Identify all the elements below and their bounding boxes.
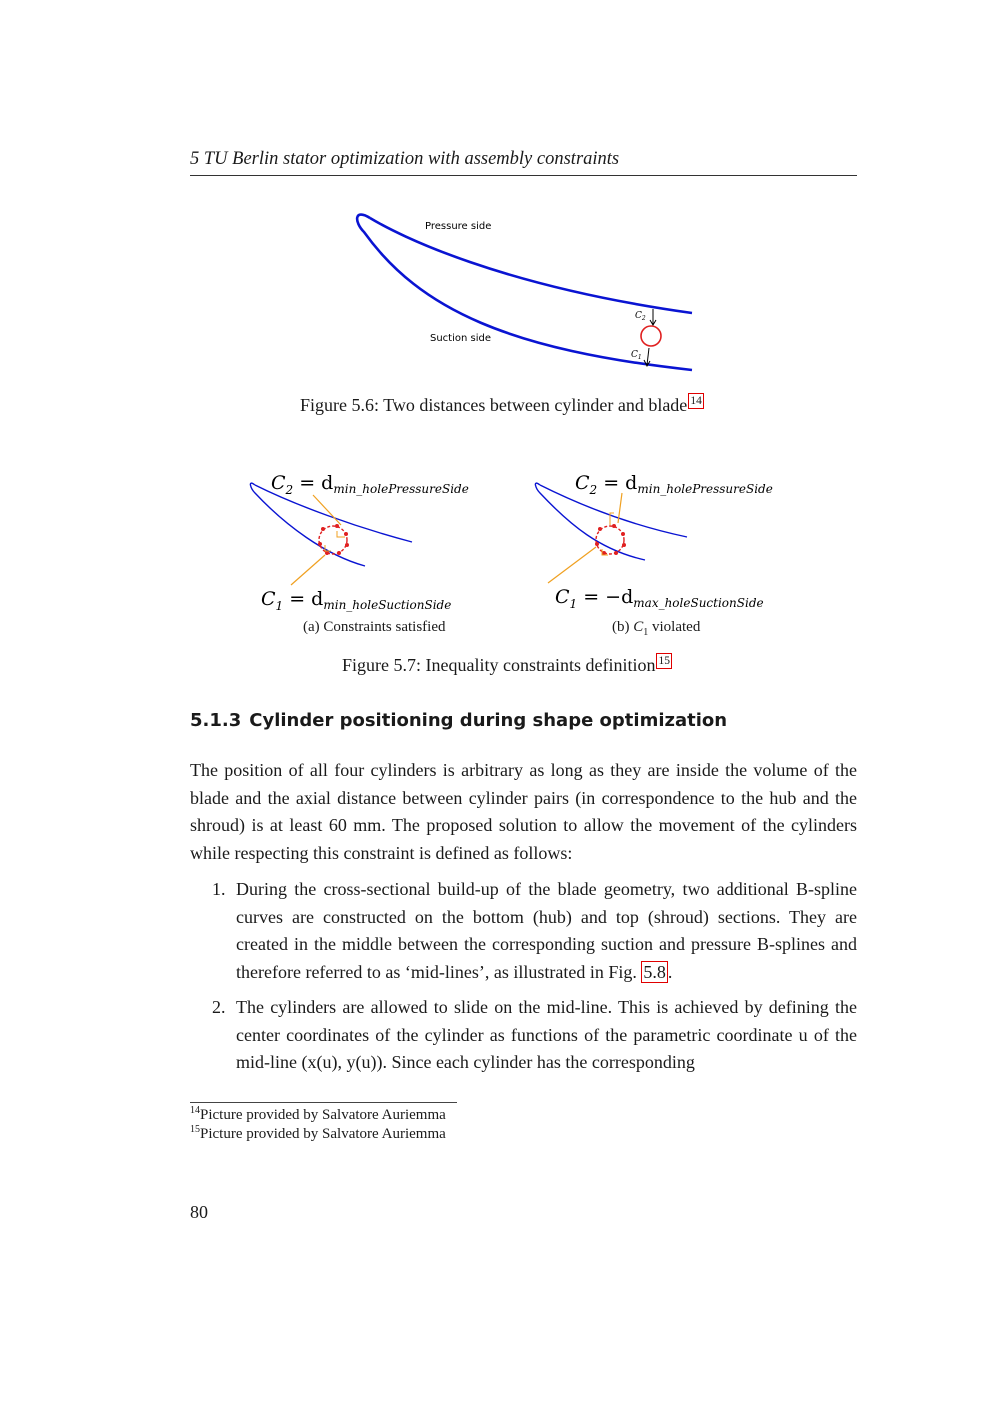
figure-5-7a-diagram — [245, 465, 515, 615]
figure-5-6-caption: Figure 5.6: Two distances between cylinder and blade 14 — [300, 395, 702, 415]
pressure-side-label: Pressure side — [425, 221, 492, 232]
footnote-rule — [190, 1102, 457, 1103]
figure-5-7b-caption: (b) $C_1$ violated — [612, 619, 701, 638]
header-rule — [190, 175, 857, 176]
figure-5-7b-diagram — [530, 465, 820, 615]
c1-pointer-arrow — [548, 547, 596, 583]
section-title: Cylinder positioning during shape optimization — [249, 710, 728, 731]
c2-label: $C_2$ — [635, 311, 646, 322]
c2-equation: $C_2 = d_{min\_holePressureSide}$ — [575, 472, 773, 497]
page-number: 80 — [190, 1202, 208, 1222]
running-header: 5 TU Berlin stator optimization with assembly constraints — [190, 149, 620, 169]
footnote-14: $^{14}$Picture provided by Salvatore Auriemma — [190, 1105, 446, 1123]
c1-equation: $C_1 = -d_{max\_holeSuctionSide}$ — [555, 586, 764, 611]
figure-5-6-blade-diagram — [340, 200, 710, 380]
c1-pointer-arrow — [291, 555, 325, 585]
figure-5-7a-caption: (a) Constraints satisfied — [303, 619, 446, 635]
section-heading — [190, 710, 727, 731]
pressure-side-curve — [370, 218, 692, 313]
footnote-ref-14[interactable]: 14 — [690, 395, 702, 407]
c1-equation: $C_1 = d_{min\_holeSuctionSide}$ — [261, 588, 452, 613]
c2-equation: $C_2 = d_{min\_holePressureSide}$ — [271, 472, 469, 497]
footnote-ref-15[interactable]: 15 — [658, 655, 670, 667]
section-number: 5.1.3 — [190, 710, 242, 731]
suction-side-label: Suction side — [430, 333, 492, 344]
c1-label: $C_1$ — [631, 350, 642, 361]
figure-ref-5-8[interactable]: 5.8 — [643, 961, 666, 982]
body-paragraph: The position of all four cylinders is arbitrary as long as they are inside the volume of the blade and the axial distance between cylinder pairs (in correspondence to the hub and the shroud) is at least 60 mm. The proposed solution to allow the movement of the cylinders while respecting this constraint is defined as follows: — [190, 760, 857, 863]
footnote-15: $^{15}$Picture provided by Salvatore Auriemma — [190, 1124, 446, 1142]
cylinder-circle — [641, 326, 661, 346]
c2-pointer-arrow — [313, 495, 341, 525]
figure-5-7-caption: Figure 5.7: Inequality constraints definition 15 — [342, 655, 670, 675]
